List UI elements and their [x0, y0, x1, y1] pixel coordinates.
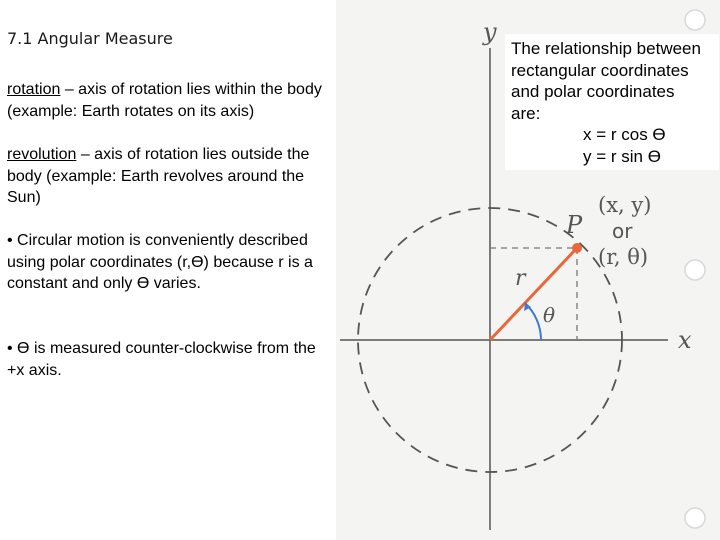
revolution-term: revolution [7, 146, 77, 163]
angle-label: θ [543, 303, 556, 327]
point-label: P [566, 211, 583, 239]
radius-line [490, 248, 577, 340]
equation-x: x = r cos ϴ [583, 125, 666, 144]
punch-hole [685, 10, 705, 30]
relationship-textbox [505, 34, 719, 170]
textbox-line-1: The relationship between [511, 39, 701, 58]
slide-text-panel [0, 0, 336, 540]
equation-y: y = r sin ϴ [583, 146, 661, 166]
polar-label: (r, θ) [598, 245, 649, 269]
punch-hole [685, 260, 705, 280]
revolution-definition [7, 144, 333, 209]
point-p [572, 243, 582, 253]
punch-hole [685, 508, 705, 528]
rotation-term: rotation [7, 81, 61, 98]
bullet-angle-direction: • ϴ is measured counter-clockwise from the +x axis. [7, 340, 316, 379]
textbox-line-4: are: [511, 103, 541, 123]
cartesian-label: (x, y) [598, 193, 652, 217]
slide-title: 7.1 Angular Measure [7, 29, 173, 48]
radius-label: r [515, 266, 526, 291]
rotation-text: – axis of rotation lies within the body (example: Earth rotates on its axis) [7, 81, 322, 120]
bullet-polar-coordinates: • Circular motion is conveniently described using polar coordinates (r,ϴ) because r is a constant and only ϴ varies. [7, 232, 313, 292]
rotation-definition [7, 79, 333, 122]
y-axis-label: y [483, 18, 497, 46]
or-label: or [612, 219, 633, 243]
textbox-line-3: and polar coordinates [511, 82, 675, 101]
revolution-text: – axis of rotation lies outside the body (example: Earth revolves around the Sun) [7, 146, 310, 206]
textbox-line-2: rectangular coordinates [511, 60, 689, 80]
x-axis-label: x [678, 326, 692, 354]
